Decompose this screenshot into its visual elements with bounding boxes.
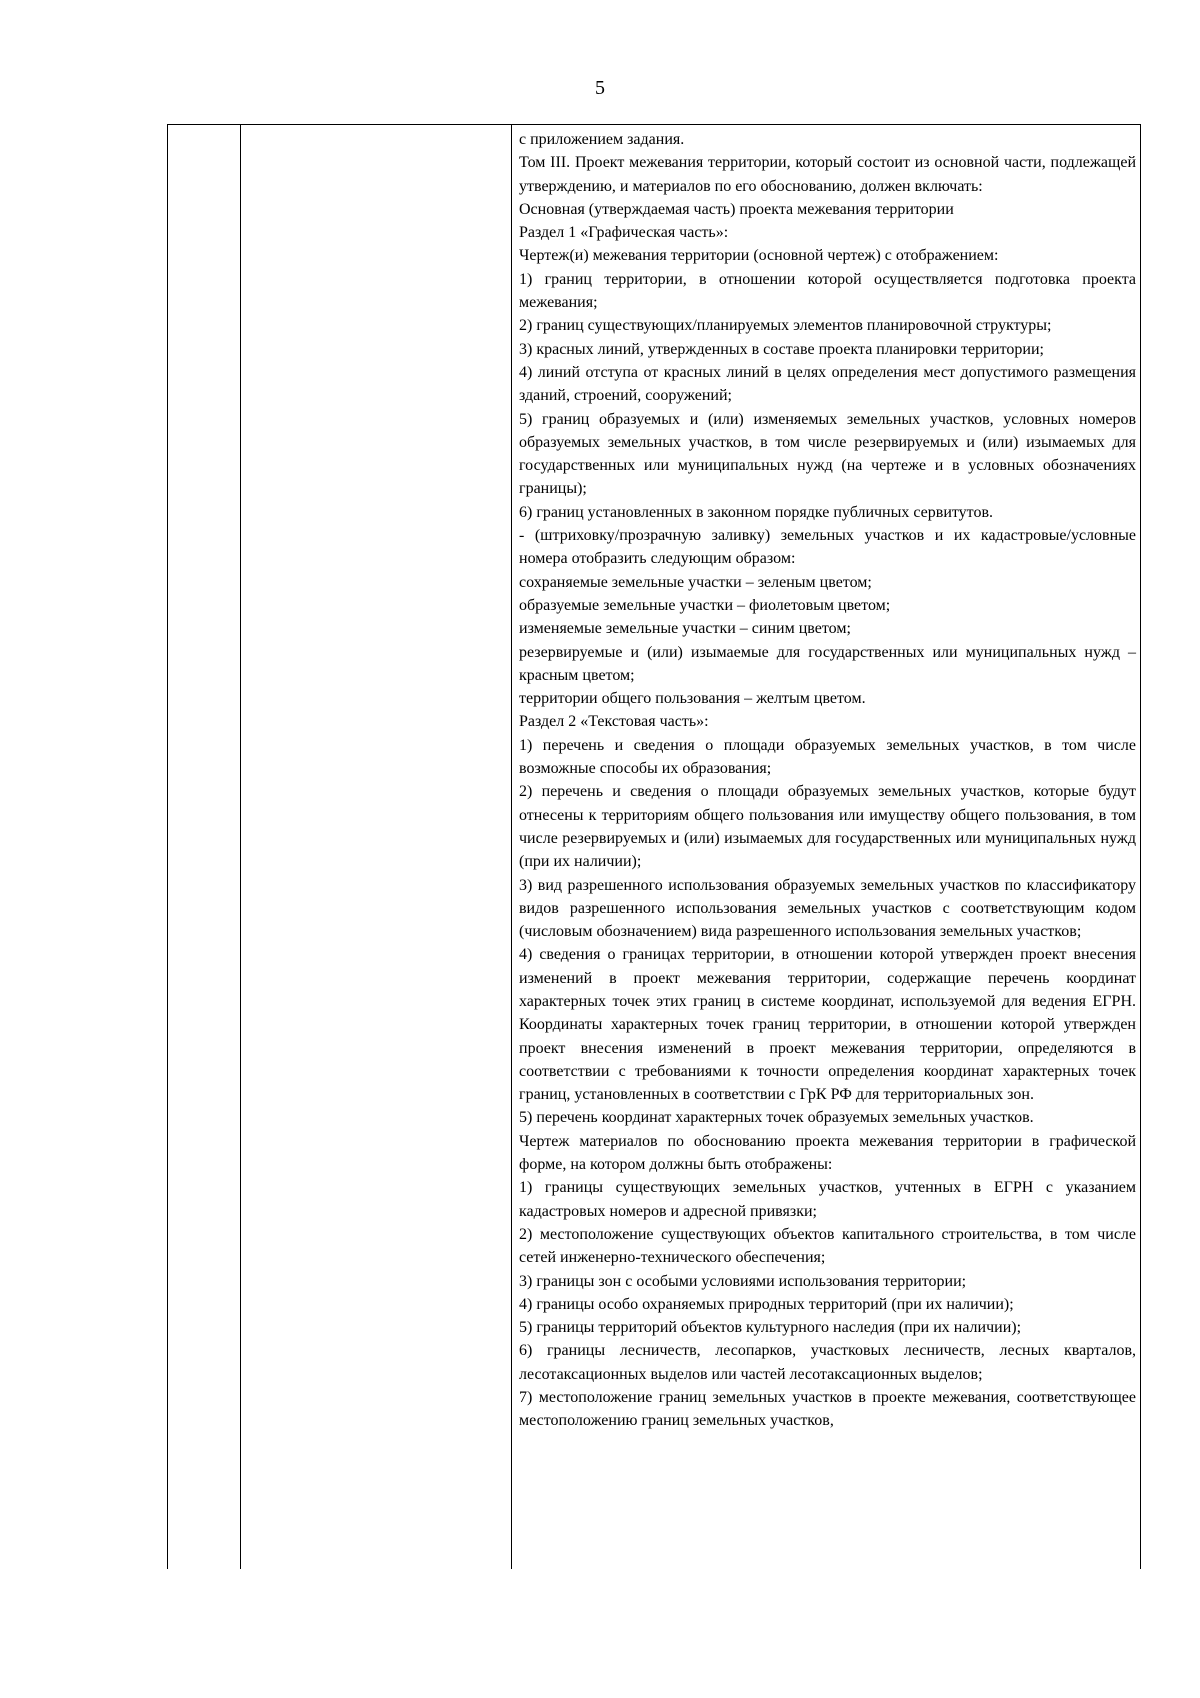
- table-divider-1: [240, 124, 241, 1569]
- table-border-left: [167, 124, 168, 1569]
- paragraph: образуемые земельные участки – фиолетовым цветом;: [519, 596, 891, 614]
- paragraph: Чертеж(и) межевания территории (основной чертеж) с отображением:: [519, 247, 999, 265]
- paragraph: 4) сведения о границах территории, в отношении которой утвержден проект внесения изменений в проект межевания территории, содержащие перечень координат характерных точек этих границ в системе координат, используемой для ведения ЕГРН. Координаты характерных точек границ территории, в отношении которой утвержден проект внесения изменений в проект межевания территории, определяются в соответствии с требованиями к точности определения координат характерных точек границ, установленных в соответствии с ГрК РФ для территориальных зон.: [519, 946, 1136, 1104]
- paragraph: 2) границ существующих/планируемых элементов планировочной структуры;: [519, 317, 1052, 335]
- table-top-border: [167, 124, 1141, 125]
- paragraph: 1) границ территории, в отношении которой осуществляется подготовка проекта межевания;: [519, 270, 1136, 312]
- paragraph: 3) вид разрешенного использования образуемых земельных участков по классификатору видов разрешенного использования земельных участков с соответствующим кодом (числовым обозначением) вида разрешенного использования земельных участков;: [519, 876, 1136, 941]
- paragraph: 3) красных линий, утвержденных в составе проекта планировки территории;: [519, 340, 1044, 358]
- table-cell-content: [519, 128, 1136, 1433]
- paragraph: 3) границы зон с особыми условиями использования территории;: [519, 1272, 967, 1290]
- paragraph: изменяемые земельные участки – синим цветом;: [519, 620, 851, 638]
- table-divider-2: [511, 124, 512, 1569]
- paragraph: территории общего пользования – желтым цветом.: [519, 690, 866, 708]
- paragraph: 1) перечень и сведения о площади образуемых земельных участков, в том числе возможные способы их образования;: [519, 736, 1136, 778]
- table-border-right: [1140, 124, 1141, 1569]
- paragraph: резервируемые и (или) изымаемые для государственных или муниципальных нужд – красным цветом;: [519, 643, 1136, 684]
- paragraph: - (штриховку/прозрачную заливку) земельных участков и их кадастровые/условные номера отобразить следующим образом:: [519, 527, 1136, 568]
- paragraph: 5) перечень координат характерных точек образуемых земельных участков.: [519, 1109, 1034, 1127]
- paragraph: 4) границы особо охраняемых природных территорий (при их наличии);: [519, 1295, 1014, 1313]
- paragraph: 6) границы лесничеств, лесопарков, участковых лесничеств, лесных кварталов, лесотаксационных выделов или частей лесотаксационных выделов;: [519, 1342, 1136, 1383]
- paragraph: 4) линий отступа от красных линий в целях определения мест допустимого размещения зданий, строений, сооружений;: [519, 363, 1136, 405]
- paragraph: 1) границы существующих земельных участков, учтенных в ЕГРН с указанием кадастровых номеров и адресной привязки;: [519, 1179, 1136, 1220]
- paragraph: Том III. Проект межевания территории, который состоит из основной части, подлежащей утверждению, и материалов по его обоснованию, должен включать:: [519, 154, 1136, 195]
- paragraph: 7) местоположение границ земельных участков в проекте межевания, соответствующее местоположению границ земельных участков,: [519, 1389, 1136, 1430]
- paragraph: с приложением задания.: [519, 131, 685, 148]
- page-number: 5: [595, 77, 605, 99]
- paragraph: Раздел 1 «Графическая часть»:: [519, 224, 729, 242]
- paragraph: 5) границ образуемых и (или) изменяемых земельных участков, условных номеров образуемых земельных участков, в том числе резервируемых и (или) изымаемых для государственных или муниципальных нужд (на чертеже и в условных обозначениях границы);: [519, 410, 1136, 498]
- paragraph: 5) границы территорий объектов культурного наследия (при их наличии);: [519, 1319, 1022, 1337]
- paragraph: 2) перечень и сведения о площади образуемых земельных участков, которые будут отнесены к территориям общего пользования или имуществу общего пользования, в том числе резервируемых и (или) изымаемых для государственных или муниципальных нужд (при их наличии);: [519, 783, 1136, 871]
- paragraph: 6) границ установленных в законном порядке публичных сервитутов.: [519, 503, 993, 521]
- paragraph: Основная (утверждаемая часть) проекта межевания территории: [519, 200, 954, 218]
- paragraph: Раздел 2 «Текстовая часть»:: [519, 713, 709, 731]
- paragraph: Чертеж материалов по обоснованию проекта межевания территории в графической форме, на котором должны быть отображены:: [519, 1132, 1136, 1174]
- paragraph: сохраняемые земельные участки – зеленым цветом;: [519, 573, 872, 591]
- paragraph: 2) местоположение существующих объектов капитального строительства, в том числе сетей инженерно-технического обеспечения;: [519, 1225, 1136, 1267]
